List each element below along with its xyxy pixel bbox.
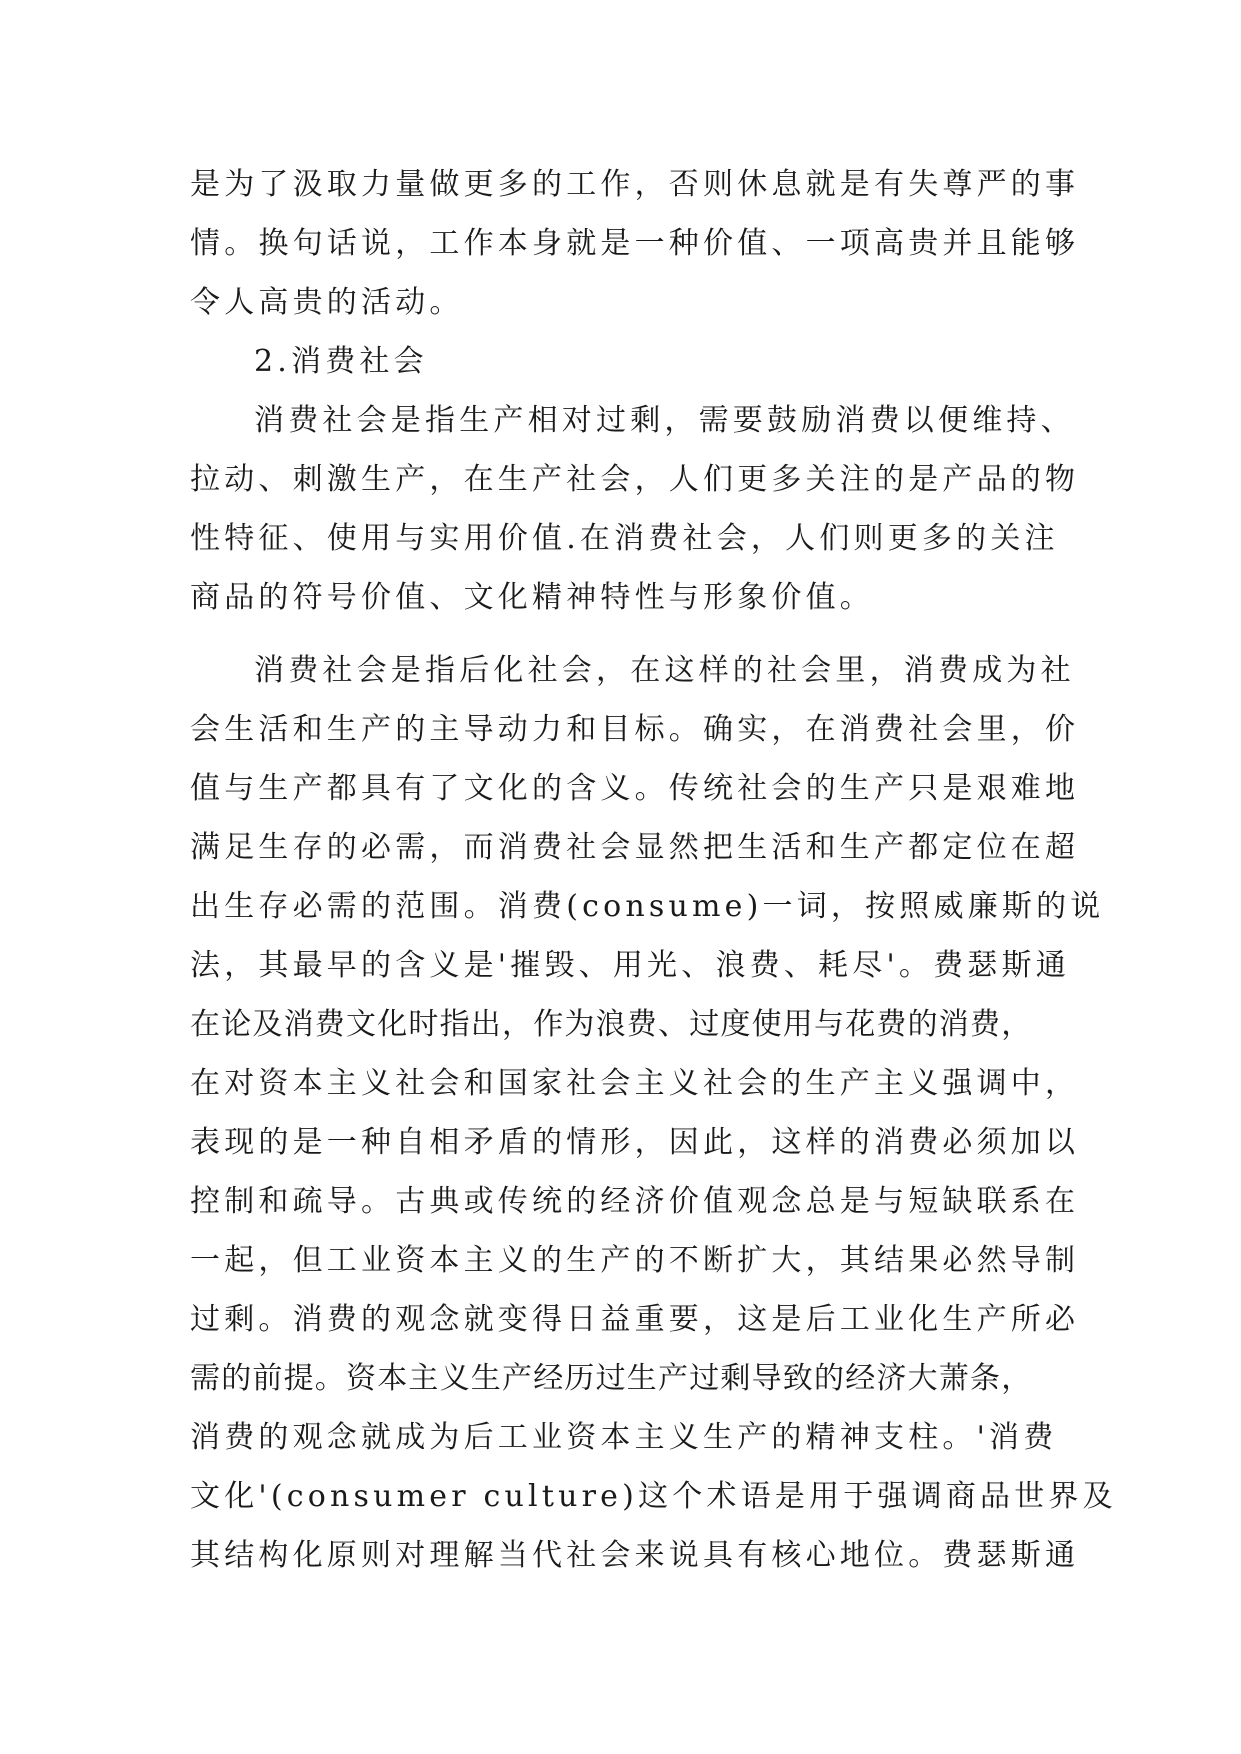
text-line: 一起，但工业资本主义的生产的不断扩大，其结果必然导制	[190, 1243, 1080, 1278]
text-line: 出生存必需的范围。消费(consume)一词，按照威廉斯的说	[190, 889, 1105, 924]
text-line: 文化'(consumer culture)这个术语是用于强调商品世界及	[190, 1479, 1117, 1514]
text-line: 表现的是一种自相矛盾的情形，因此，这样的消费必须加以	[190, 1125, 1080, 1160]
paragraph-consumer-society-definition	[190, 391, 1080, 627]
text-line: 过剩。消费的观念就变得日益重要，这是后工业化生产所必	[190, 1302, 1080, 1337]
paragraph-spacer	[190, 627, 1070, 641]
text-line: 商品的符号价值、文化精神特性与形象价值。	[190, 580, 874, 615]
paragraph-work-dignity	[190, 155, 1080, 332]
text-line: 值与生产都具有了文化的含义。传统社会的生产只是艰难地	[190, 771, 1080, 806]
body-text	[190, 155, 1117, 1585]
text-line: 消费的观念就成为后工业资本主义生产的精神支柱。'消费	[190, 1420, 1058, 1455]
text-line: 令人高贵的活动。	[190, 285, 464, 320]
text-line: 消费社会是指后化社会，在这样的社会里，消费成为社	[254, 653, 1075, 688]
text-line: 满足生存的必需，而消费社会显然把生活和生产都定位在超	[190, 830, 1080, 865]
text-line: 控制和疏导。古典或传统的经济价值观念总是与短缺联系在	[190, 1184, 1080, 1219]
text-line: 情。换句话说，工作本身就是一种价值、一项高贵并且能够	[190, 226, 1080, 261]
text-line: 其结构化原则对理解当代社会来说具有核心地位。费瑟斯通	[190, 1538, 1080, 1573]
paragraph-consumer-society-culture	[190, 641, 1117, 1585]
text-line: 法，其最早的含义是'摧毁、用光、浪费、耗尽'。费瑟斯通	[190, 948, 1070, 983]
text-line: 需的前提。资本主义生产经历过生产过剩导致的经济大萧条，	[190, 1361, 1033, 1396]
text-line: 会生活和生产的主导动力和目标。确实，在消费社会里，价	[190, 712, 1080, 747]
text-line: 性特征、使用与实用价值.在消费社会，人们则更多的关注	[190, 521, 1059, 556]
text-line: 是为了汲取力量做更多的工作，否则休息就是有失尊严的事	[190, 167, 1080, 202]
section-heading: 2.消费社会	[254, 344, 428, 379]
text-line: 拉动、刺激生产，在生产社会，人们更多关注的是产品的物	[190, 462, 1080, 497]
text-line: 消费社会是指生产相对过剩，需要鼓励消费以便维持、	[254, 403, 1075, 438]
text-line: 在论及消费文化时指出，作为浪费、过度使用与花费的消费，	[190, 1007, 1033, 1042]
text-line: 在对资本主义社会和国家社会主义社会的生产主义强调中，	[190, 1066, 1080, 1101]
